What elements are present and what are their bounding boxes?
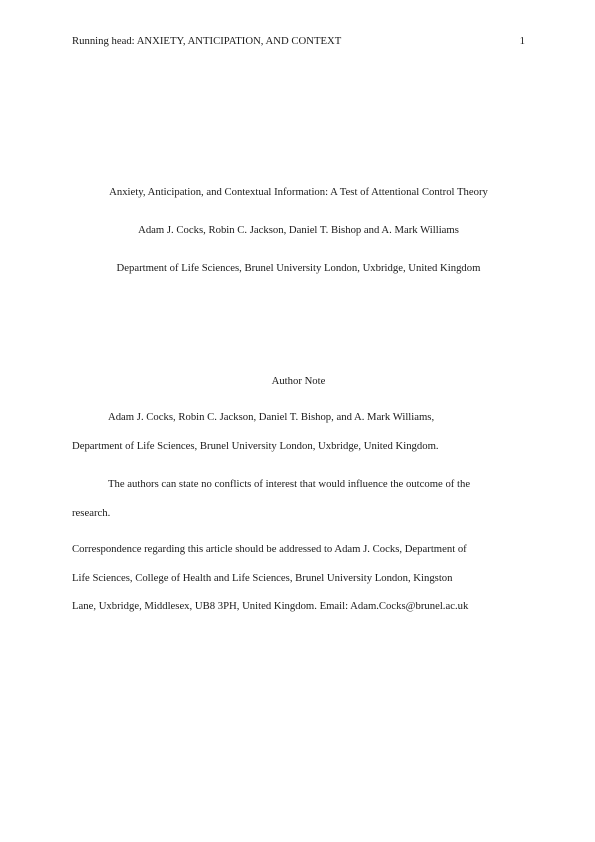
- correspondence-line: Life Sciences, College of Health and Life Sciences, Brunel University London, Kingston: [72, 571, 453, 584]
- conflict-line: research.: [72, 506, 111, 519]
- conflict-statement: [72, 470, 525, 527]
- running-head: Running head: ANXIETY, ANTICIPATION, AND CONTEXT: [72, 35, 342, 47]
- conflict-line: The authors can state no conflicts of interest that would influence the outcome of the: [108, 478, 471, 490]
- affiliation: Department of Life Sciences, Brunel University London, Uxbridge, United Kingdom: [116, 262, 481, 274]
- correspondence-line: Correspondence regarding this article should be addressed to Adam J. Cocks, Department of: [72, 543, 467, 555]
- author-note-line: Department of Life Sciences, Brunel University London, Uxbridge, United Kingdom.: [72, 439, 439, 452]
- correspondence-line: Lane, Uxbridge, Middlesex, UB8 3PH, United Kingdom. Email: Adam.Cocks@brunel.ac.uk: [72, 600, 469, 612]
- correspondence-statement: [72, 535, 525, 621]
- running-header: [72, 35, 525, 49]
- author-note-heading: Author Note: [271, 375, 326, 387]
- author-note-affiliation: [72, 403, 525, 460]
- author-list: Adam J. Cocks, Robin C. Jackson, Daniel T. Bishop and A. Mark Williams: [138, 224, 459, 236]
- page-number: 1: [519, 35, 525, 47]
- author-note-line: Adam J. Cocks, Robin C. Jackson, Daniel T. Bishop, and A. Mark Williams,: [108, 411, 435, 423]
- paper-title: Anxiety, Anticipation, and Contextual Information: A Test of Attentional Control Theory: [109, 186, 488, 198]
